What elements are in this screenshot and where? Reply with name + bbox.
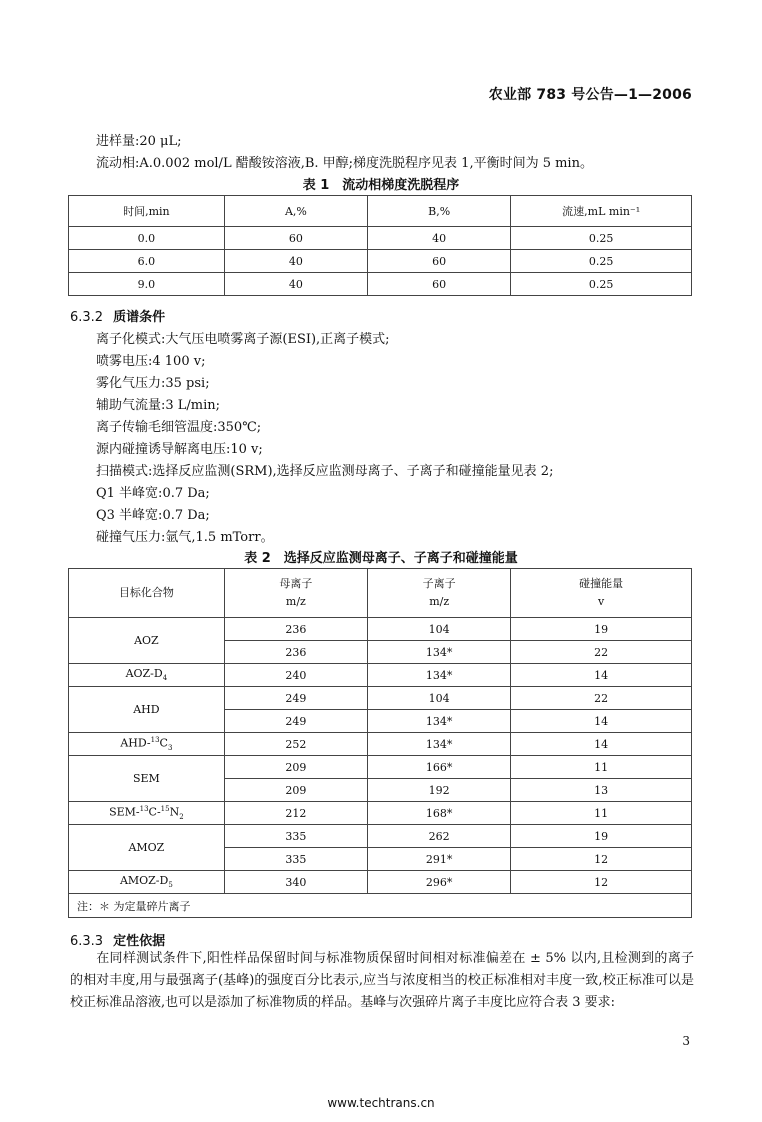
cell: 240 [224, 664, 367, 687]
cell: 168* [368, 802, 511, 825]
table-row [69, 618, 692, 641]
cell: 335 [224, 825, 367, 848]
ms-line: 离子传输毛细管温度:350℃; [96, 420, 262, 435]
cell: 9.0 [69, 273, 225, 296]
cell: 40 [368, 227, 511, 250]
cell: 12 [511, 871, 692, 894]
table-row [69, 871, 692, 894]
table-row [69, 227, 692, 250]
footer-url: www.techtrans.cn [327, 1096, 435, 1110]
compound-cell: AMOZ [69, 825, 225, 871]
mobile-phase-line: 流动相:A.0.002 mol/L 醋酸铵溶液,B. 甲醇;梯度洗脱程序见表 1,平衡时间为 5 min。 [96, 156, 593, 171]
table-row [69, 250, 692, 273]
cell: 209 [224, 756, 367, 779]
ms-line: Q1 半峰宽:0.7 Da; [96, 486, 210, 501]
cell: 40 [224, 273, 367, 296]
cell: 60 [368, 250, 511, 273]
ms-line: 源内碰撞诱导解离电压:10 v; [96, 442, 263, 457]
cell: 0.25 [511, 227, 692, 250]
cell: 249 [224, 710, 367, 733]
section-title: 定性依据 [113, 934, 166, 949]
header-compound: 目标化合物 [69, 569, 225, 618]
cell: 22 [511, 687, 692, 710]
header-b: B,% [368, 196, 511, 227]
cell: 60 [224, 227, 367, 250]
header-energy: 碰撞能量 v [511, 569, 692, 618]
table-row [69, 756, 692, 779]
paragraph-text: 在同样测试条件下,阳性样品保留时间与标准物质保留时间相对标准偏差在 ± 5% 以内,且检测到的离子的相对丰度,用与最强离子(基峰)的强度百分比表示,应当与浓度相当的校正标准相对丰度一致,校正标准可以是校正标准品溶液,也可以是添加了标准物质的样品。基峰与次强碎片离子丰度比应符合表 3 要求: [70, 951, 694, 1010]
gradient-table [68, 195, 692, 296]
cell: 6.0 [69, 250, 225, 273]
srm-table [68, 568, 692, 918]
ms-line: 喷雾电压:4 100 v; [96, 354, 206, 369]
cell: 0.25 [511, 250, 692, 273]
cell: 40 [224, 250, 367, 273]
cell: 291* [368, 848, 511, 871]
qualitative-paragraph [70, 948, 694, 1014]
cell: 262 [368, 825, 511, 848]
cell: 22 [511, 641, 692, 664]
table-row [69, 687, 692, 710]
header-time: 时间,min [69, 196, 225, 227]
table-row [69, 273, 692, 296]
cell: 134* [368, 733, 511, 756]
ms-line: Q3 半峰宽:0.7 Da; [96, 508, 210, 523]
section-number: 6.3.3 [70, 934, 104, 949]
header-parent: 母离子 m/z [224, 569, 367, 618]
cell: 209 [224, 779, 367, 802]
cell: 14 [511, 710, 692, 733]
injection-volume-line: 进样量:20 μL; [96, 134, 182, 149]
cell: 14 [511, 733, 692, 756]
table-note: 注：＊ 为定量碎片离子 [69, 894, 692, 918]
table-row [69, 733, 692, 756]
table2-caption: 表 2 选择反应监测母离子、子离子和碰撞能量 [244, 551, 518, 566]
cell: 104 [368, 687, 511, 710]
compound-cell: AOZ [69, 618, 225, 664]
table-header-row [69, 196, 692, 227]
cell: 134* [368, 641, 511, 664]
ms-line: 辅助气流量:3 L/min; [96, 398, 221, 413]
section-632-heading [70, 306, 165, 325]
cell: 0.0 [69, 227, 225, 250]
cell: 335 [224, 848, 367, 871]
compound-cell: AHD-$^{13}C_3$ [69, 733, 225, 756]
compound-cell: AHD [69, 687, 225, 733]
cell: 134* [368, 664, 511, 687]
cell: 236 [224, 618, 367, 641]
ms-line: 扫描模式:选择反应监测(SRM),选择反应监测母离子、子离子和碰撞能量见表 2; [96, 464, 554, 479]
cell: 19 [511, 825, 692, 848]
header-daughter: 子离子 m/z [368, 569, 511, 618]
header-a: A,% [224, 196, 367, 227]
cell: 11 [511, 802, 692, 825]
cell: 166* [368, 756, 511, 779]
page-header: 农业部 783 号公告—1—2006 [488, 87, 692, 103]
header-flow: 流速,mL min⁻¹ [511, 196, 692, 227]
compound-cell: AOZ-$D_4$ [69, 664, 225, 687]
compound-cell: SEM-$^{13}C-^{15}N_2$ [69, 802, 225, 825]
cell: 14 [511, 664, 692, 687]
compound-cell: AMOZ-$D_5$ [69, 871, 225, 894]
cell: 13 [511, 779, 692, 802]
cell: 296* [368, 871, 511, 894]
section-title: 质谱条件 [113, 310, 166, 325]
ms-line: 碰撞气压力:氩气,1.5 mTorr。 [96, 530, 274, 545]
section-633-heading [70, 930, 165, 949]
cell: 192 [368, 779, 511, 802]
table1-caption: 表 1 流动相梯度洗脱程序 [302, 178, 460, 193]
ms-line: 离子化模式:大气压电喷雾离子源(ESI),正离子模式; [96, 332, 390, 347]
page-number: 3 [682, 1034, 690, 1048]
cell: 19 [511, 618, 692, 641]
cell: 0.25 [511, 273, 692, 296]
cell: 104 [368, 618, 511, 641]
table-row [69, 825, 692, 848]
compound-cell: SEM [69, 756, 225, 802]
ms-line: 雾化气压力:35 psi; [96, 376, 210, 391]
cell: 252 [224, 733, 367, 756]
cell: 12 [511, 848, 692, 871]
cell: 340 [224, 871, 367, 894]
cell: 249 [224, 687, 367, 710]
cell: 236 [224, 641, 367, 664]
section-number: 6.3.2 [70, 310, 104, 325]
cell: 134* [368, 710, 511, 733]
table-note-row [69, 894, 692, 918]
cell: 11 [511, 756, 692, 779]
table-row [69, 664, 692, 687]
table-header-row [69, 569, 692, 618]
table-row [69, 802, 692, 825]
cell: 60 [368, 273, 511, 296]
cell: 212 [224, 802, 367, 825]
